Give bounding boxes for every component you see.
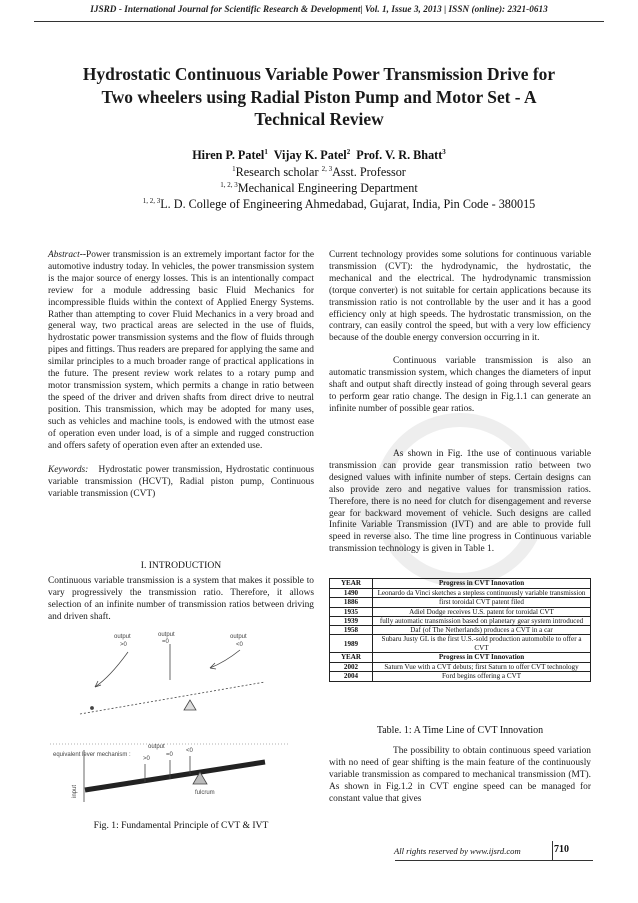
table-row: 2004 Ford begins offering a CVT bbox=[330, 672, 591, 681]
svg-text:equivalent lever mechanism :: equivalent lever mechanism : bbox=[53, 752, 131, 758]
footer-rule bbox=[395, 860, 593, 861]
table-row: 1989 Subaru Justy GL is the first U.S.-sold production automobile to offer a CVT bbox=[330, 635, 591, 653]
svg-text:output: output bbox=[158, 632, 175, 638]
section-heading-introduction: I. INTRODUCTION bbox=[140, 560, 222, 571]
cvt-timeline-table bbox=[329, 578, 591, 682]
table-row: 2002 Saturn Vue with a CVT debuts; first Saturn to offer CVT technology bbox=[330, 663, 591, 672]
right-paragraph-1: Current technology provides some solutions for continuous variable transmission (CVT): the hydrodynamic, the hydrostatic, the mechanical and the electrical. The hydrodynamic transmission (torque converter) is not suitable for certain applications because its transmission ratio is not controllable by the user and it has a good efficiency only at high speeds. The hydrostatic transmission, on the contrary, can easily control the speed, but with a very low efficiency because of the double energy conversion occurring in it. bbox=[329, 250, 591, 344]
intro-paragraph: Continuous variable transmission is a system that makes it possible to vary progressively the transmission ratio. Therefore, it allows selection of an infinite number of transmission ratios between driving and driven shaft. bbox=[48, 576, 314, 622]
affiliation-department: $^{1, 2, 3}$Mechanical Engineering Department bbox=[220, 180, 418, 195]
svg-text:input: input bbox=[72, 784, 78, 798]
table-row: 1939 fully automatic transmission based on planetary gear system introduced bbox=[330, 616, 591, 625]
table-row: 1886 first toroidal CVT patent filed bbox=[330, 598, 591, 607]
svg-text:=0: =0 bbox=[162, 639, 169, 645]
footer-rights: All rights reserved by www.ijsrd.com bbox=[394, 846, 521, 856]
figure-cvt-principle bbox=[50, 622, 290, 808]
affiliation-roles: $^1$Research scholar $^{2, 3}$Asst. Professor bbox=[232, 164, 406, 179]
arrow-output-negative bbox=[210, 650, 240, 668]
header-rule bbox=[34, 21, 604, 22]
table-caption: Table. 1: A Time Line of CVT Innovation bbox=[376, 725, 544, 736]
svg-text:>0: >0 bbox=[143, 756, 150, 762]
svg-text:<0: <0 bbox=[186, 748, 193, 754]
svg-text:output: output bbox=[114, 634, 131, 640]
svg-text:output: output bbox=[148, 744, 165, 750]
affiliation-college: $^{1, 2, 3}$L. D. College of Engineering Ahmedabad, Gujarat, India, Pin Code - 380015 bbox=[142, 196, 536, 211]
footer bbox=[394, 844, 569, 856]
table-row: 1935 Adiel Dodge receives U.S. patent for toroidal CVT bbox=[330, 607, 591, 616]
svg-text:<0: <0 bbox=[236, 642, 243, 648]
lever-line-top bbox=[80, 682, 265, 714]
figure-caption: Fig. 1: Fundamental Principle of CVT & IVT bbox=[93, 820, 269, 831]
svg-text:=0: =0 bbox=[166, 752, 173, 758]
keywords: Keywords: Hydrostatic power transmission, Hydrostatic continuous variable transmission (HCVT), Radial piston pump, Continuous variable transmission (CVT) bbox=[48, 465, 315, 499]
author-list: Hiren P. Patel$^1$ Vijay K. Patel$^2$ Prof. V. R. Bhatt$^3$ bbox=[192, 147, 446, 162]
table-row: 1490 Leonardo da Vinci sketches a stepless continuously variable transmission bbox=[330, 589, 591, 598]
lever-bar bbox=[85, 762, 265, 790]
paper-title: Hydrostatic Continuous Variable Power Transmission Drive for Two wheelers using Radial Piston Pump and Motor Set - A Technical Review bbox=[82, 64, 556, 129]
arrow-output-positive bbox=[95, 652, 128, 687]
right-paragraph-3: As shown in Fig. 1the use of continuous variable transmission can provide gear transmission ratio between two designed values with infinite number of steps. Certain designs can also provide zero and negative values for transmission ratios. Therefore, there is no need for clutch for disengagement and reverse gear for backward movement of vehicle. Such designs are called Infinite Variable Transmission (IVT) and are able to provide full speed in reverse also. The time line progress in Continuous variable transmission technology is given in Table 1. bbox=[329, 449, 591, 555]
table-header-row: YEAR Progress in CVT Innovation bbox=[330, 653, 591, 663]
table-row: 1958 Daf (of The Netherlands) produces a CVT in a car bbox=[330, 626, 591, 635]
svg-text:output: output bbox=[230, 634, 247, 640]
running-header: IJSRD - International Journal for Scientific Research & Development| Vol. 1, Issue 3, 2013 | ISSN (online): 2321-0613 bbox=[90, 4, 548, 14]
right-paragraph-2: Continuous variable transmission is also an automatic transmission system, which changes the diameters of input shaft and output shaft directly instead of going through several gears to perform gear ratio change. The design in Fig.1.1 can generate an infinite number of possible gear ratios. bbox=[329, 356, 591, 414]
right-paragraph-4: The possibility to obtain continuous speed variation with no need of gear shifting is the main feature of the continuously variable transmission as compared to mechanical transmission (MT). As shown in Fig.1.2 in CVT engine speed can be managed for constant value that gives bbox=[329, 746, 591, 804]
table-header-row: YEAR Progress in CVT Innovation bbox=[330, 579, 591, 589]
svg-text:>0: >0 bbox=[120, 642, 127, 648]
svg-text:fulcrum: fulcrum bbox=[195, 790, 215, 796]
abstract: Abstract--Power transmission is an extremely important factor for the automotive industry today. In vehicles, the power transmission system is the major source of energy losses. This is an intentionally compact review for a module addressing basic Fluid Mechanics for incompressible fluids within the context of Applied Energy Systems. Rather than attempting to cover Fluid Mechanics in a very broad and general way, two practical areas are selected in the use of fluids, hydrostatic power transmission systems and the flow of fluids through pipes and fittings. Thus readers are prepared for applying the same and similar principles to a much broader range of practical applications in the future. The present review work relates to a rotary pump and motor transmission system, which permits a change in ratio between the speed of the driver and driven shafts from direct drive to neutral position. This transmission, which may be adopted for many uses, such as vehicles and machine tools, is endowed with the utmost ease of operation even under load, is of a simple and rugged construction and offers safety of operation even after an extended use. bbox=[48, 250, 314, 451]
page-number: 710 bbox=[554, 844, 569, 855]
